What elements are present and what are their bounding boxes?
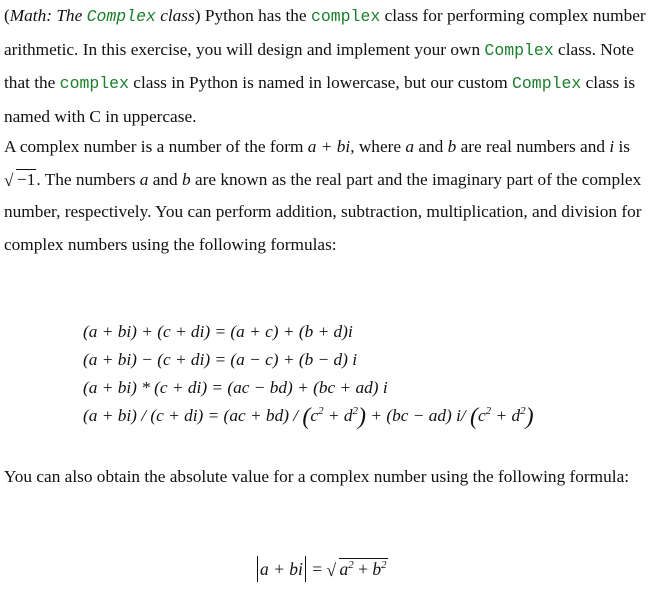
abs-exp-a: 2 bbox=[348, 559, 354, 571]
def-form: a + bi bbox=[307, 137, 351, 156]
division-mid: + (bc − ad) i/ bbox=[366, 406, 470, 425]
code-complex-4: Complex bbox=[512, 74, 582, 94]
intro-text-2: class for performing complex number arithmetic. In this exercise, you will design and implement your own bbox=[4, 6, 646, 59]
abs-lhs: a + bi bbox=[260, 559, 303, 579]
abs-bar-left bbox=[257, 556, 258, 582]
formula-multiplication: (a + bi) * (c + di) = (ac − bd) + (bc + ad) i bbox=[83, 378, 388, 397]
division-den1-b: + d bbox=[323, 406, 353, 425]
division-den2-a: c bbox=[478, 406, 486, 425]
abs-bar-right bbox=[305, 556, 306, 582]
formula-addition: (a + bi) + (c + di) = (a + c) + (b + d)i bbox=[83, 322, 353, 341]
def-text-2: , where bbox=[350, 137, 406, 156]
abs-plus: + bbox=[353, 559, 373, 579]
division-rparen-2: ) bbox=[525, 404, 534, 430]
division-exp-2: 2 bbox=[352, 405, 359, 417]
def-text-3: are real numbers and bbox=[456, 137, 610, 156]
division-den1-a: c bbox=[310, 406, 319, 425]
division-rparen-1: ) bbox=[358, 404, 367, 430]
def-text-1: A complex number is a number of the form bbox=[4, 137, 308, 156]
code-complex-3: complex bbox=[59, 74, 129, 94]
division-lparen-2: ( bbox=[470, 404, 478, 430]
formula-subtraction: (a + bi) − (c + di) = (a − c) + (b − d) i bbox=[83, 350, 358, 369]
def-a: a bbox=[405, 137, 415, 156]
def-a-2: a bbox=[139, 169, 149, 189]
def-and-1: and bbox=[414, 137, 448, 156]
sqrt-minus-one: √ −1 bbox=[4, 169, 36, 190]
formula-division bbox=[83, 402, 534, 430]
def-b-2: b bbox=[181, 169, 191, 189]
division-exp-4: 2 bbox=[520, 405, 526, 417]
abs-equals: = bbox=[307, 559, 327, 579]
division-lhs: (a + bi) / (c + di) = (ac + bd) / bbox=[83, 406, 303, 425]
sqrt-arg: −1 bbox=[17, 169, 36, 189]
def-and-2: and bbox=[148, 169, 182, 189]
def-b: b bbox=[447, 137, 457, 156]
abs-sqrt: √ $a^2 + b^2$ bbox=[326, 559, 387, 580]
absolute-value-formula bbox=[255, 556, 388, 582]
division-den2-b: + d bbox=[491, 406, 521, 425]
definition-paragraph bbox=[4, 131, 657, 261]
abs-rad-a: a bbox=[339, 559, 349, 579]
intro-text-5: class is named with C in uppercase. bbox=[4, 73, 636, 126]
math-label: Math: The bbox=[9, 6, 87, 25]
def-i: i bbox=[609, 137, 615, 156]
intro-text-1: ) Python has the bbox=[194, 6, 311, 25]
def-text-5: are known as the real part and the imaginary part of the complex number, respectively. You can perform addition, subtraction, multiplication, and division for complex numbers using the following formulas: bbox=[4, 169, 642, 254]
class-word: class bbox=[155, 6, 195, 25]
class-code-complex: Complex bbox=[86, 7, 156, 26]
def-is: is bbox=[614, 137, 630, 156]
absolute-value-paragraph: You can also obtain the absolute value for a complex number using the following formula: bbox=[4, 467, 630, 486]
open-paren: ( bbox=[4, 6, 10, 25]
division-lparen-1: ( bbox=[302, 404, 311, 430]
def-text-4: . The numbers bbox=[36, 169, 140, 189]
division-exp-3: 2 bbox=[485, 405, 492, 417]
division-exp-1: 2 bbox=[318, 405, 324, 417]
intro-text-3: class. Note that the bbox=[4, 39, 634, 93]
code-complex-2: Complex bbox=[484, 40, 554, 60]
abs-exp-b: 2 bbox=[381, 559, 387, 571]
formula-block bbox=[83, 318, 534, 430]
intro-paragraph bbox=[4, 0, 657, 133]
abs-rad-b: b bbox=[372, 559, 382, 579]
intro-text-4: class in Python is named in lowercase, but our custom bbox=[128, 73, 512, 93]
code-complex-1: complex bbox=[310, 7, 381, 26]
